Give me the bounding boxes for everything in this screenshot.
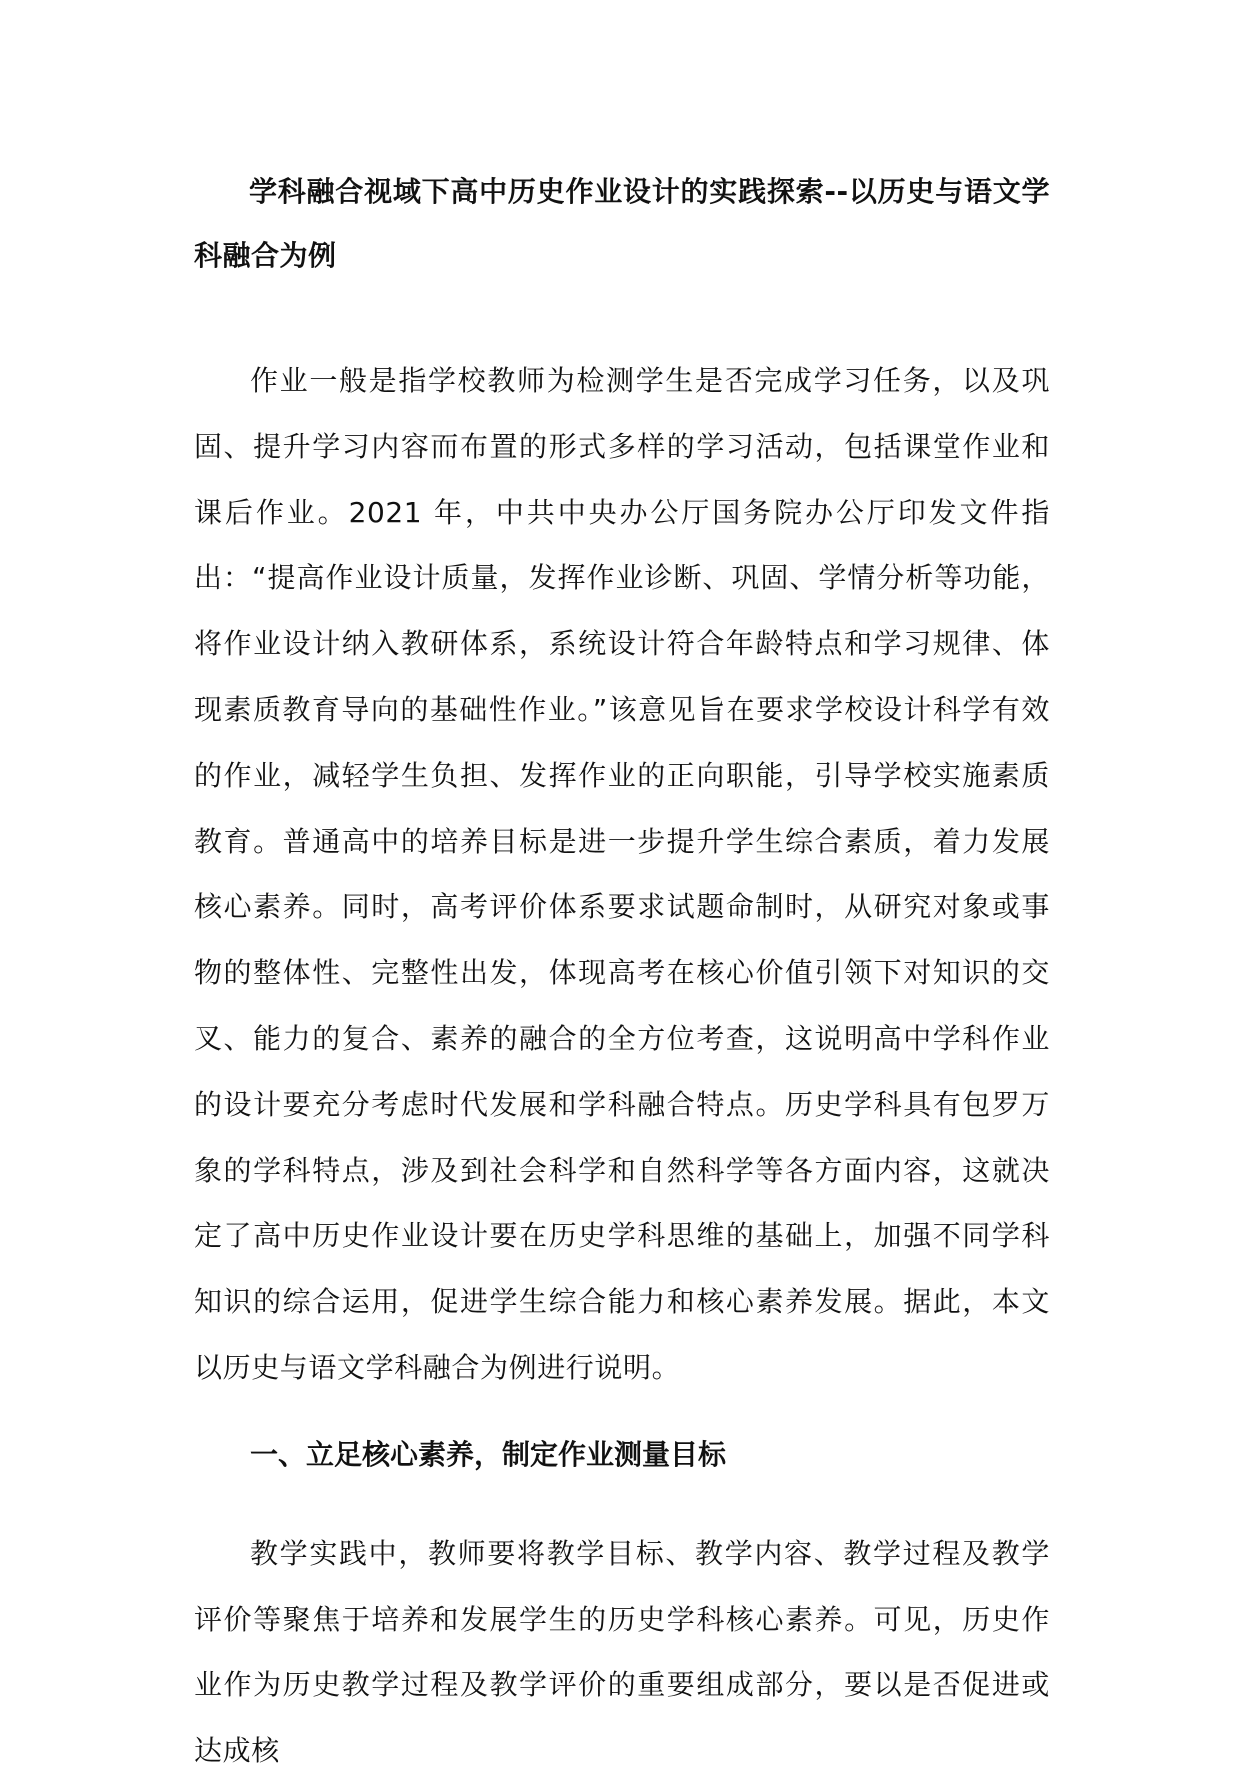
document-title: 学科融合视域下高中历史作业设计的实践探索--以历史与语文学科融合为例 [194,175,1050,272]
paragraph-section-1: 教学实践中，教师要将教学目标、教学内容、教学过程及教学评价等聚焦于培养和发展学生的历史学科核心素养。可见，历史作业作为历史教学过程及教学评价的重要组成部分，要以是否促进或达成核 [194,1536,1050,1768]
section-heading: 一、立足核心素养，制定作业测量目标 [250,1437,727,1471]
document-body [194,160,1050,1784]
paragraph-intro: 作业一般是指学校教师为检测学生是否完成学习任务，以及巩固、提升学习内容而布置的形式多样的学习活动，包括课堂作业和课后作业。2021 年，中共中央办公厅国务院办公厅印发文件指出：“提高作业设计质量，发挥作业诊断、巩固、学情分析等功能，将作业设计纳入教研体系，系统设计符合年龄特点和学习规律、体现素质教育导向的基础性作业。”该意见旨在要求学校设计科学有效的作业，减轻学生负担、发挥作业的正向职能，引导学校实施素质教育。普通高中的培养目标是进一步提升学生综合素质，着力发展核心素养。同时，高考评价体系要求试题命制时，从研究对象或事物的整体性、完整性出发，体现高考在核心价值引领下对知识的交叉、能力的复合、素养的融合的全方位考查，这说明高中学科作业的设计要充分考虑时代发展和学科融合特点。历史学科具有包罗万象的学科特点，涉及到社会科学和自然科学等各方面内容，这就决定了高中历史作业设计要在历史学科思维的基础上，加强不同学科知识的综合运用，促进学生综合能力和核心素养发展。据此，本文以历史与语文学科融合为例进行说明。 [194,364,1050,1384]
